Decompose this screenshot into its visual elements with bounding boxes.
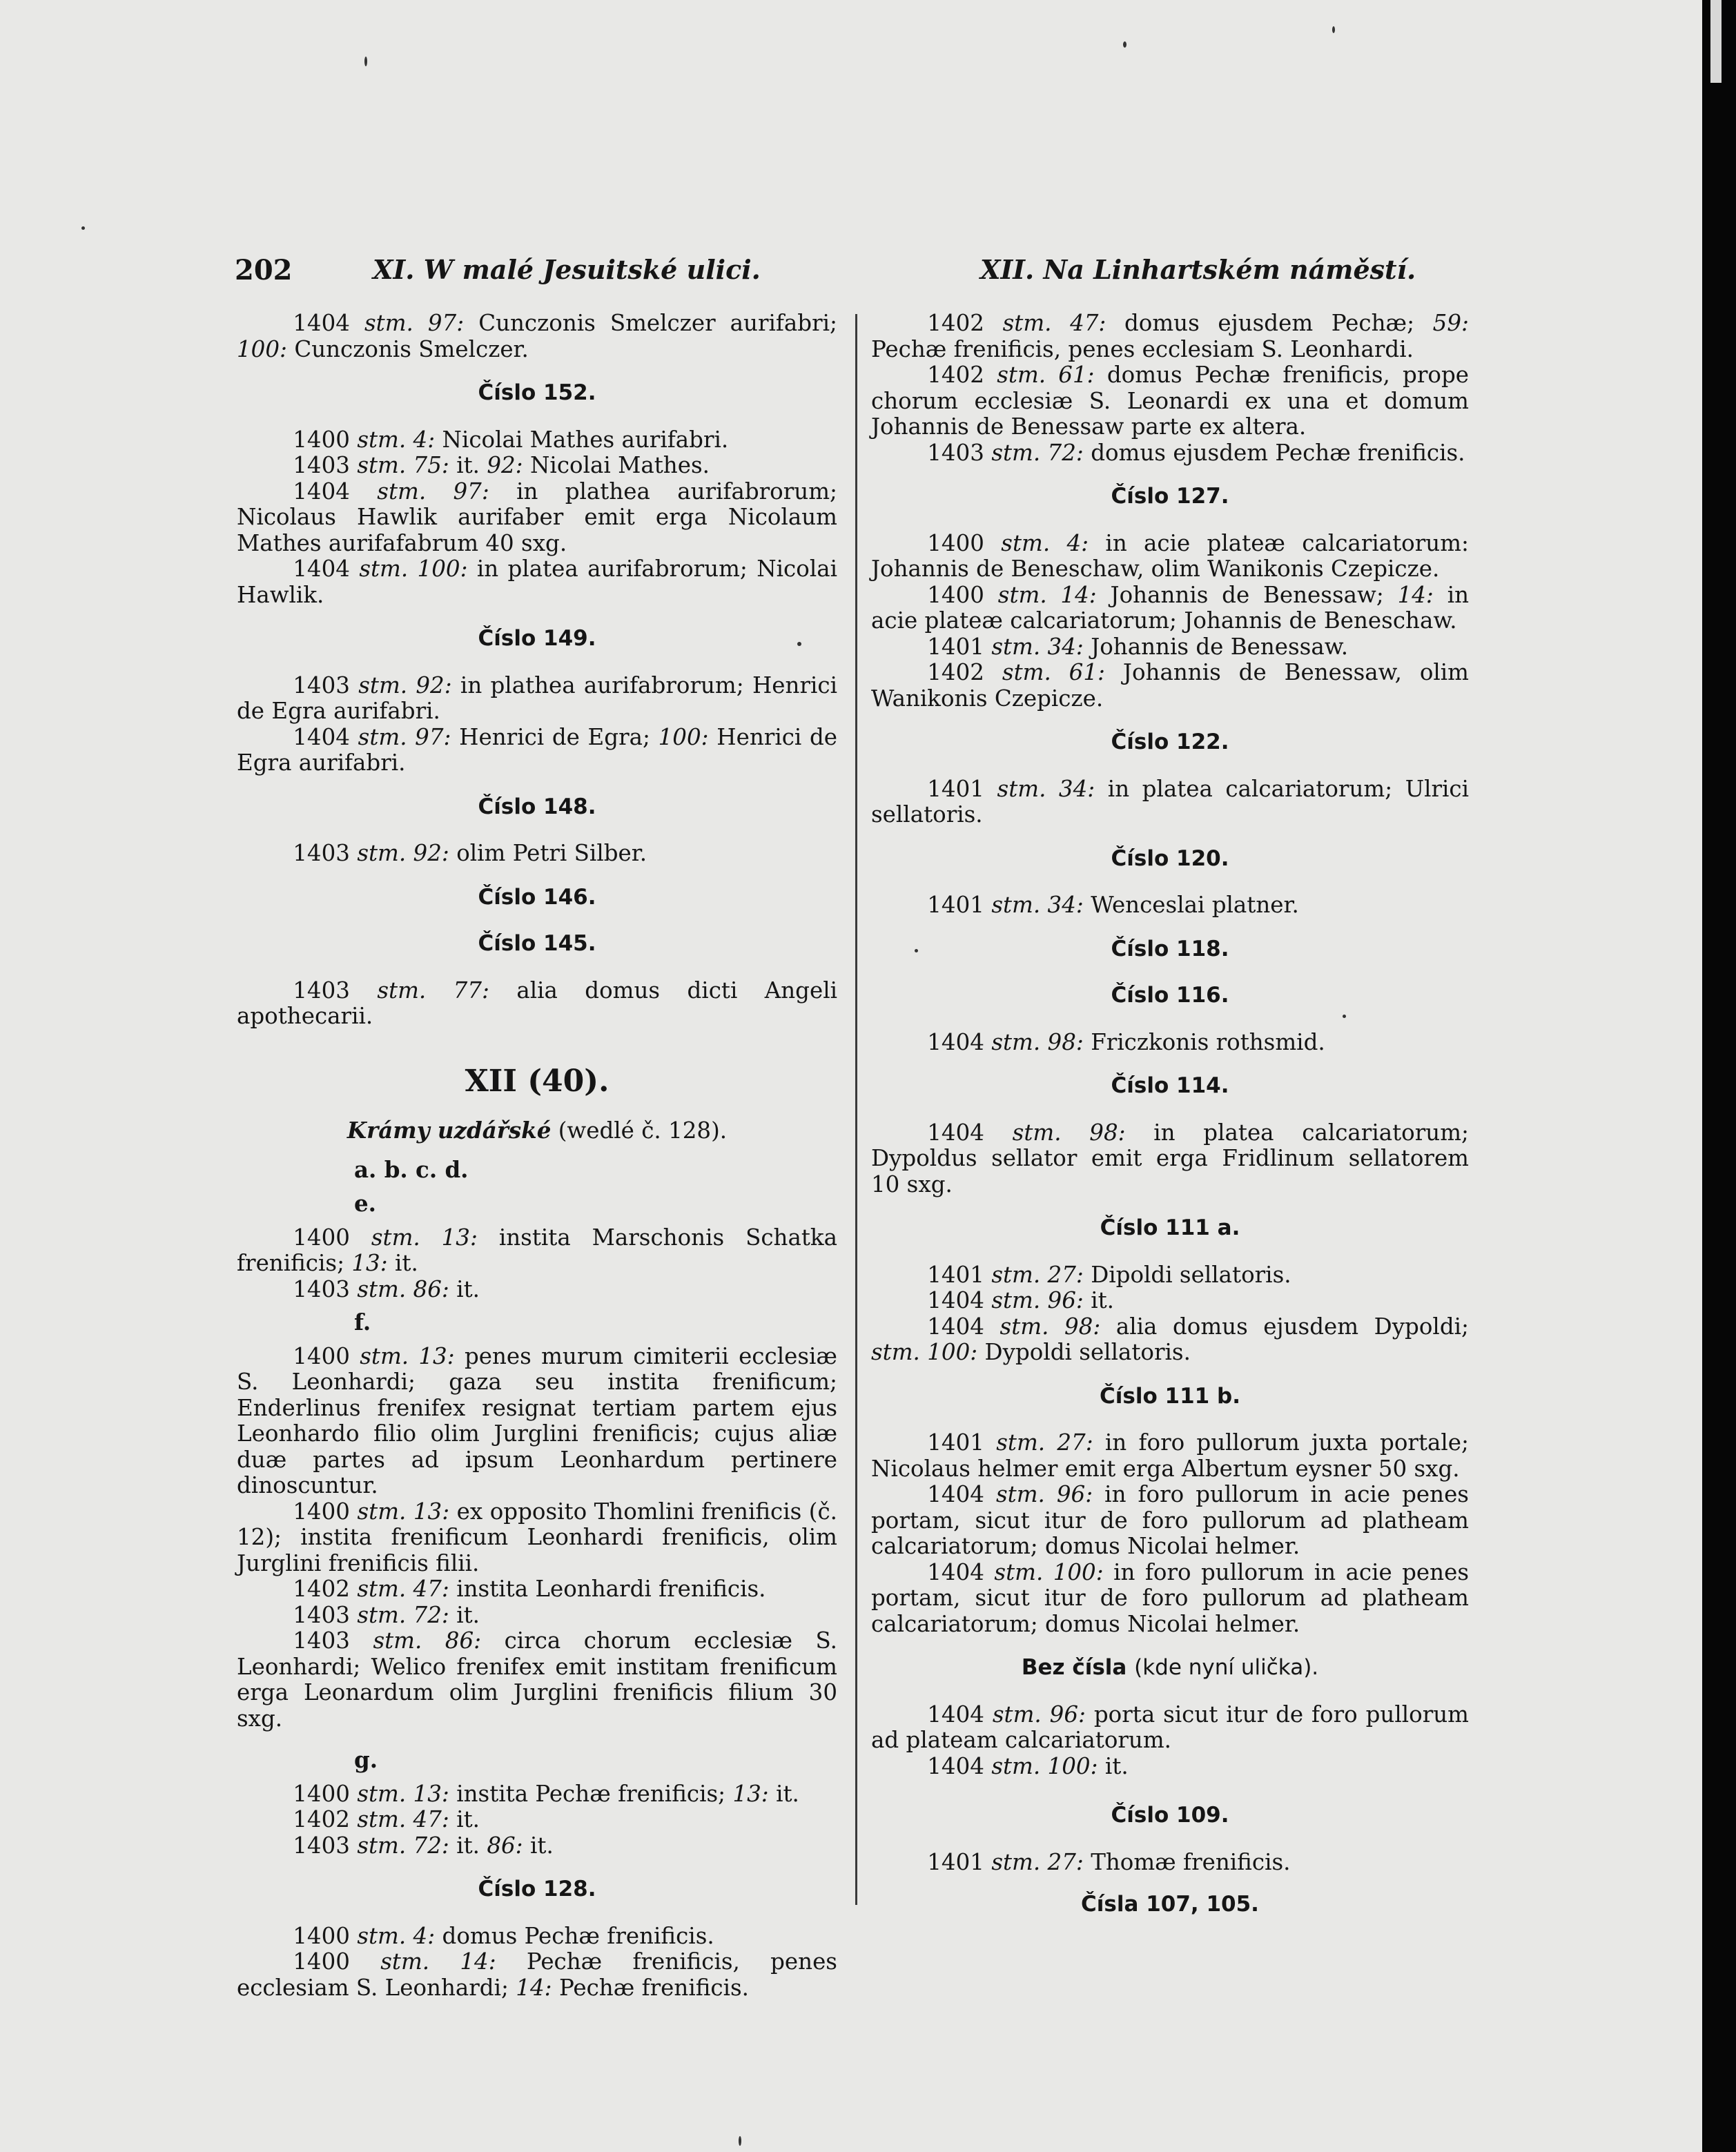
section-heading: Číslo 109. [1111,1803,1229,1828]
section-heading: Číslo 152. [478,380,596,405]
entry: 1403 stm. 75: it. 92: Nicolai Mathes. [293,452,710,478]
section-heading: Číslo 111 b. [1099,1383,1240,1409]
entry: 1400 stm. 13: penes murum cimiterii ecclesiæ S. Leonhardi; gaza seu instita frenificum; Enderlinus frenifex resignat tertiam partem ejus Leonhardo filio olim Jurglini frenificis; cujus aliæ duæ partes ad ipsum Leonhardum pertinere dinoscuntur. [237,1342,837,1498]
entry: 1404 stm. 100: in platea aurifabrorum; Nicolai Hawlik. [237,556,837,608]
scan-border-strip [1710,0,1722,83]
entry: 1402 stm. 61: Johannis de Benessaw, olim Wanikonis Czepicze. [871,659,1469,712]
right-running-title: XII. Na Linhartském náměstí. [980,254,1416,285]
entry: 1404 stm. 96: porta sicut itur de foro pullorum ad plateam calcariatorum. [871,1701,1469,1753]
scan-speck [739,2136,741,2146]
scan-speck [1332,26,1335,33]
section-heading: Čísla 107, 105. [1081,1892,1259,1917]
entry: 1402 stm. 47: domus ejusdem Pechæ; 59: Pechæ frenificis, penes ecclesiam S. Leonhardi. [871,310,1469,362]
entry: 1400 stm. 14: Pechæ frenificis, penes ecclesiam S. Leonhardi; 14: Pechæ frenificis. [237,1948,837,2001]
entry: 1402 stm. 47: instita Leonhardi frenificis. [293,1576,766,1602]
entry: 1400 stm. 13: instita Marschonis Schatka frenificis; 13: it. [237,1224,837,1276]
item-label: f. [354,1309,371,1336]
section-heading: Číslo 145. [478,931,596,956]
entry: 1403 stm. 86: circa chorum ecclesiæ S. Leonhardi; Welico frenifex emit institam frenificum erga Leonardum olim Jurglini frenificis filium 30 sxg. [237,1627,837,1732]
section-heading: Číslo 146. [478,884,596,910]
entry: 1404 stm. 96: it. [927,1287,1114,1313]
entry: 1400 stm. 4: domus Pechæ frenificis. [293,1922,714,1949]
section-heading: Číslo 149. [478,626,596,651]
entry: 1403 stm. 77: alia domus dicti Angeli apothecarii. [237,977,837,1029]
entry: 1401 stm. 34: Wenceslai platner. [927,892,1299,918]
entry: 1401 stm. 27: Thomæ frenificis. [927,1848,1291,1875]
left-running-title: XI. W malé Jesuitské ulici. [373,254,761,285]
entry: 1404 stm. 100: in foro pullorum in acie penes portam, sicut itur de foro pullorum ad platheam calcariatorum; domus Nicolai helmer. [871,1558,1469,1637]
running-header [235,250,1588,291]
scan-speck [364,57,367,66]
entry: 1400 stm. 4: Nicolai Mathes aurifabri. [293,426,729,453]
major-section-heading: XII (40). [465,1063,609,1099]
section-heading: Číslo 148. [478,794,596,819]
entry: 1402 stm. 61: domus Pechæ frenificis, prope chorum ecclesiæ S. Leonardi ex una et domum Johannis de Benessaw parte ex altera. [871,362,1469,440]
entry: 1402 stm. 47: it. [293,1806,480,1832]
section-heading: Číslo 118. [1111,936,1229,961]
entry: 1404 stm. 100: it. [927,1752,1129,1779]
entry: 1401 stm. 27: in foro pullorum juxta portale; Nicolaus helmer emit erga Albertum eysner 50 sxg. [871,1429,1469,1482]
entry: 1403 stm. 86: it. [293,1275,480,1302]
entry: 1404 stm. 97: Henrici de Egra; 100: Henrici de Egra aurifabri. [237,723,838,776]
right-column [871,311,1469,1939]
entry: 1404 stm. 97: in plathea aurifabrorum; Nicolaus Hawlik aurifaber emit erga Nicolaum Mathes aurifafabrum 40 sxg. [237,478,837,556]
section-heading: Číslo 122. [1111,730,1229,754]
section-heading: Číslo 128. [478,1877,596,1901]
entry: 1400 stm. 13: instita Pechæ frenificis; 13: it. [293,1780,799,1807]
section-heading: Číslo 116. [1111,983,1229,1008]
entry: 1401 stm. 27: Dipoldi sellatoris. [927,1261,1291,1288]
entry: 1400 stm. 13: ex opposito Thomlini frenificis (č. 12); instita frenificum Leonhardi frenificis, olim Jurglini frenificis filii. [237,1498,837,1576]
entry: 1401 stm. 34: in platea calcariatorum; Ulrici sellatoris. [871,775,1469,828]
entry: 1404 stm. 98: alia domus ejusdem Dypoldi; stm. 100: Dypoldi sellatoris. [871,1313,1469,1365]
scan-speck [915,949,918,952]
entry: 1403 stm. 92: in plathea aurifabrorum; Henrici de Egra aurifabri. [237,672,837,724]
scan-speck [1123,41,1127,48]
entry: 1400 stm. 4: in acie plateæ calcariatorum: Johannis de Beneschaw, olim Wanikonis Czepicze. [871,529,1469,582]
section-heading: Číslo 127. [1111,484,1229,509]
scan-speck [1343,1015,1346,1018]
page-number: 202 [235,254,293,286]
section-heading: Bez čísla (kde nyní ulička). [1021,1655,1319,1680]
scan-speck [797,642,801,646]
scan-speck [81,226,85,230]
scan-border [1702,0,1736,2152]
entry: 1404 stm. 98: Friczkonis rothsmid. [927,1028,1325,1055]
item-label: g. [354,1746,378,1773]
entry: 1401 stm. 34: Johannis de Benessaw. [927,633,1349,660]
entry: 1404 stm. 97: Cunczonis Smelczer aurifabri; 100: Cunczonis Smelczer. [237,310,837,362]
entry: 1400 stm. 14: Johannis de Benessaw; 14: in acie plateæ calcariatorum; Johannis de Beneschaw. [871,581,1470,634]
column-divider [855,314,857,1905]
item-label: a. b. c. d. [354,1155,469,1183]
entry: 1403 stm. 92: olim Petri Silber. [293,840,647,866]
section-heading: Číslo 111 a. [1100,1215,1240,1240]
entry: 1404 stm. 96: in foro pullorum in acie penes portam, sicut itur de foro pullorum ad platheam calcariatorum; domus Nicolai helmer. [871,1481,1469,1559]
left-column [237,311,837,2001]
entry: 1403 stm. 72: it. 86: it. [293,1832,554,1859]
entry: 1404 stm. 98: in platea calcariatorum; Dypoldus sellator emit erga Fridlinum sellatorem 10 sxg. [871,1119,1469,1197]
subheading: Krámy uzdářské (wedlé č. 128). [347,1117,728,1144]
entry: 1403 stm. 72: it. [293,1601,480,1628]
item-label: e. [354,1190,376,1217]
section-heading: Číslo 120. [1111,845,1229,871]
section-heading: Číslo 114. [1111,1073,1229,1098]
entry: 1403 stm. 72: domus ejusdem Pechæ frenificis. [927,439,1465,466]
